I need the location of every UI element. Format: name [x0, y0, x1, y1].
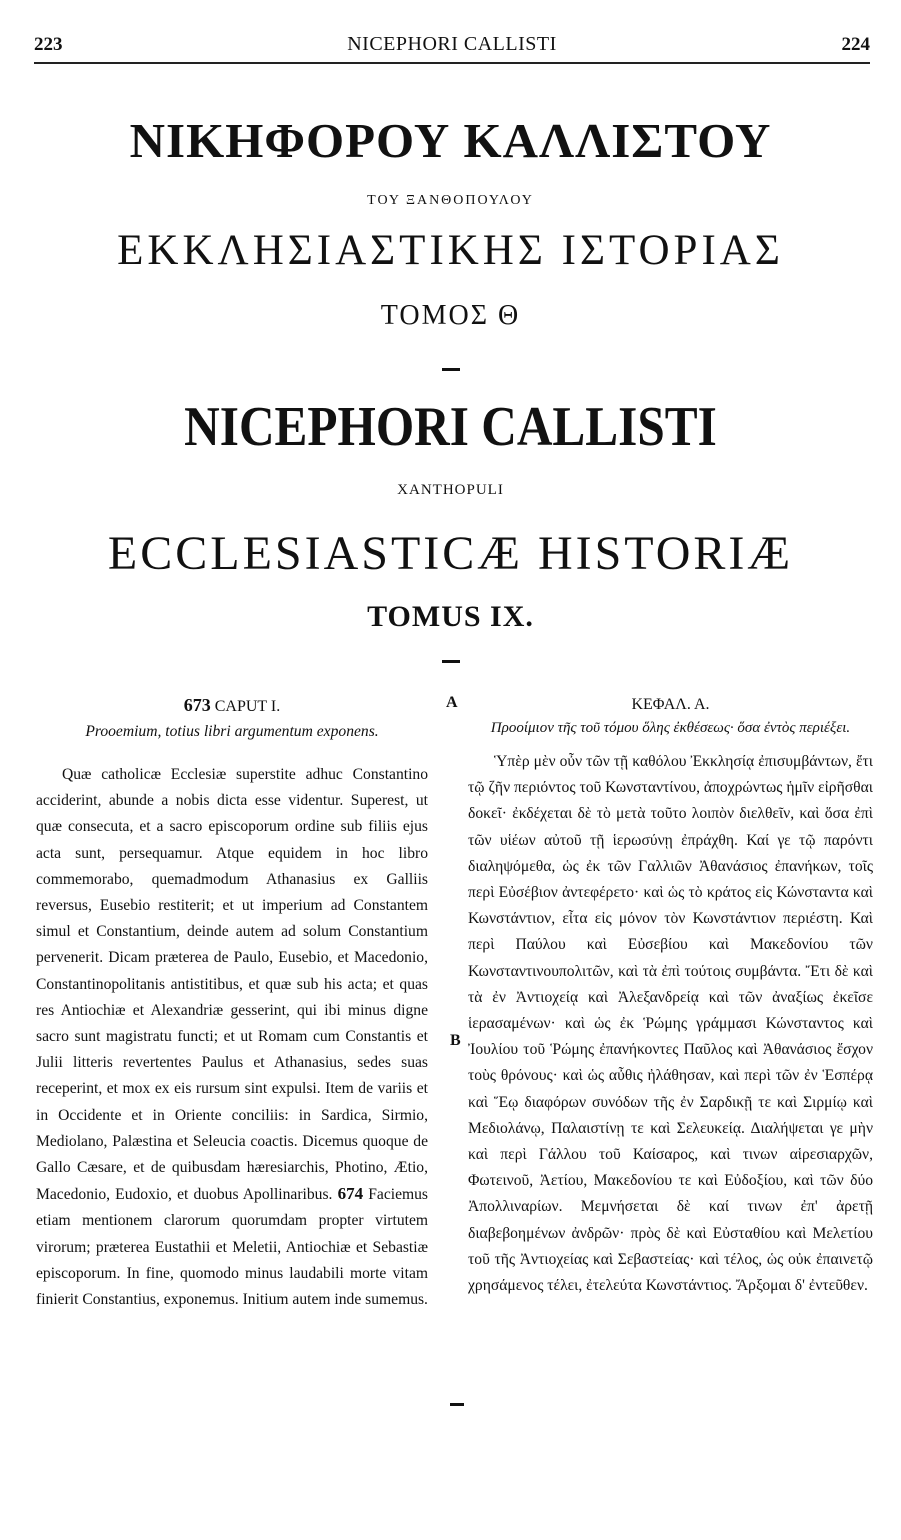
running-title: NICEPHORI CALLISTI	[347, 33, 557, 55]
latin-body-text	[36, 762, 428, 1313]
latin-column	[36, 694, 428, 1313]
left-page-number: 223	[34, 34, 63, 55]
margin-marker-a: A	[446, 694, 458, 711]
right-page-number: 224	[841, 34, 870, 55]
column-number: 673	[183, 695, 211, 715]
latin-volume-title: TOMUS IX.	[367, 600, 534, 633]
greek-chapter-summary: Προοίμιον τῆς τοῦ τόμου ὅλης ἐκθέσεως· ὅσα ἐντὸς περιέξει.	[490, 720, 851, 736]
running-head	[34, 24, 870, 64]
latin-text-part-1: Quæ catholicæ Ecclesiæ superstite adhuc Constantino acciderint, abunde a nobis dicta esse videntur. Superest, ut quæ consecuta, et a sacro episcoporum ordine sub filiis ejus acta sunt, persequamur. Atque equidem in hoc libro commemorabo, quemadmodum Athanasius ex Galliis reversus, Eusebio restiterit; et ut imperium ad Constantem simul et Constantium, deinde autem ad solum Constantium pervenerit. Dicam præterea de Paulo, Eusebio, et Macedonio, Constantinopolitanis antistitibus, et quæ sub his acta; et quas res Antiochiæ et Alexandriæ gesserint, qui ibi minus digne sacro sunt magistratu functi; et ut Romam cum Constantis et Julii litteris revertentes Paulus et Athanasius, sedes suas receperint, et mox ex eis rursum sint expulsi. Item de variis et in Occidente et in Oriente conciliis: in Sardica, Sirmio, Mediolano, Palæstina et Seleucia coactis. Dicemus quoque de Gallo Cæsare, et de quibusdam hæresiarchis, Photino, Ætio, Macedonio, Eudoxio, et duobus Apollinaribus.	[36, 766, 428, 1204]
latin-text-part-2: Faciemus etiam mentionem clarorum quorumdam propter virtutem virorum; præterea Eustathii et Meletii, Antiochiæ et Sebastiæ episcoporum. In fine, quomodo minus laudabili morte vitam finierit Constantius, exponemus. Initium autem inde sumemus.	[36, 1186, 428, 1309]
greek-chapter-heading: ΚΕΦΑΛ. Α.	[631, 696, 710, 713]
end-divider	[450, 1403, 464, 1406]
title-divider	[442, 368, 460, 371]
title-divider	[442, 660, 460, 663]
greek-author-subtitle: ΤΟΥ ΞΑΝΘΟΠΟΥΛΟΥ	[367, 193, 534, 208]
latin-author-title: NICEPHORI CALLISTI	[184, 396, 717, 458]
latin-chapter-summary: Prooemium, totius libri argumentum exponens.	[85, 723, 379, 740]
chapter-label: CAPUT I.	[214, 698, 281, 715]
latin-chapter-heading	[36, 694, 428, 718]
greek-column	[468, 694, 873, 1299]
greek-body-text: Ὑπὲρ μὲν οὖν τῶν τῇ καθόλου Ἐκκλησίᾳ ἐπισυμβάντων, ἔτι τῷ ζῆν περιόντος τοῦ Κωνσταντίνου, ἀποχρώντως ἡμῖν εἰρῆσθαι δοκεῖ· ἐκδέχεται δὲ τὸ μετὰ τοῦτο λοιπὸν διελθεῖν, καὶ ὅσα ἐπὶ τῶν υἱέων αὐτοῦ τῇ ἱερωσύνῃ ἐπράχθη. Καί γε τῷ παρόντι διαληψόμεθα, ὡς ἐκ τῶν Γαλλιῶν Ἀθανάσιος ἐπανήκων, τοῖς περὶ Εὐσέβιον ἀντεφέρετο· καὶ ὡς τὸ κράτος εἰς Κώνσταντα καὶ Κωνστάντιον, εἶτα εἰς μόνον τὸν Κωνστάντιον περιέστη. Καὶ περὶ Παύλου καὶ Εὐσεβίου καὶ Μακεδονίου τῶν Κωνσταντινουπολιτῶν, καὶ τὰ ἐπὶ τούτοις συμβάντα. Ἔτι δὲ καὶ τὰ ἐν Ἀντιοχείᾳ καὶ Ἀλεξανδρείᾳ καὶ τῶν ἀναξίως ἐκεῖσε ἱερασαμένων· καὶ ὡς ἐκ Ῥώμης γράμμασι Κώνσταντος καὶ Ἰουλίου τοῦ Ῥώμης ἐπανήκοντες Παῦλος καὶ Ἀθανάσιος ἔσχον τοὺς θρόνους· καὶ ὡς αὖθις ἠλάθησαν, καὶ περὶ τῶν ἐν Ἑσπέρᾳ καὶ Ἕῳ διαφόρων συνόδων τῆς ἐν Σαρδικῇ τε καὶ Σιρμίῳ καὶ Μεδιολάνῳ, Παλαιστίνῃ τε καὶ Σελευκείᾳ. Διαλήψεται γε μὴν καὶ περὶ Γάλλου τοῦ Καίσαρος, καὶ τινων αἱρεσιαρχῶν, Φωτεινοῦ, Ἀετίου, Μακεδονίου τε καὶ Εὐδοξίου, καὶ τῶν δύο Ἀπολλιναρίων. Μεμνήσεται δὲ καί τινων ἐπ' ἀρετῇ διαβεβοημένων ἀνδρῶν· πρὸς δὲ καὶ Εὐσταθίου καὶ Μελετίου τοῦ τῆς Ἀντιοχείας καὶ Σεβαστείας· καὶ τέλος, ὡς οὐκ ἐπαινετῷ χρησάμενος τέλει, ἐτελεύτα Κωνστάντιος. Ἄρξομαι δ' ἐντεῦθεν.	[468, 753, 873, 1295]
inline-column-number: 674	[337, 1184, 364, 1204]
greek-volume-title: ΤΟΜΟΣ Θ	[380, 300, 521, 331]
latin-author-subtitle: XANTHOPULI	[397, 482, 504, 498]
margin-marker-b: B	[450, 1032, 461, 1049]
greek-author-title: ΝΙΚΗΦΟΡΟΥ ΚΑΛΛΙΣΤΟΥ	[129, 113, 772, 168]
greek-work-title: ΕΚΚΛΗΣΙΑΣΤΙΚΗΣ ΙΣΤΟΡΙΑΣ	[117, 227, 784, 274]
header-rule	[34, 62, 870, 64]
latin-work-title: ECCLESIASTICÆ HISTORIÆ	[107, 527, 794, 580]
